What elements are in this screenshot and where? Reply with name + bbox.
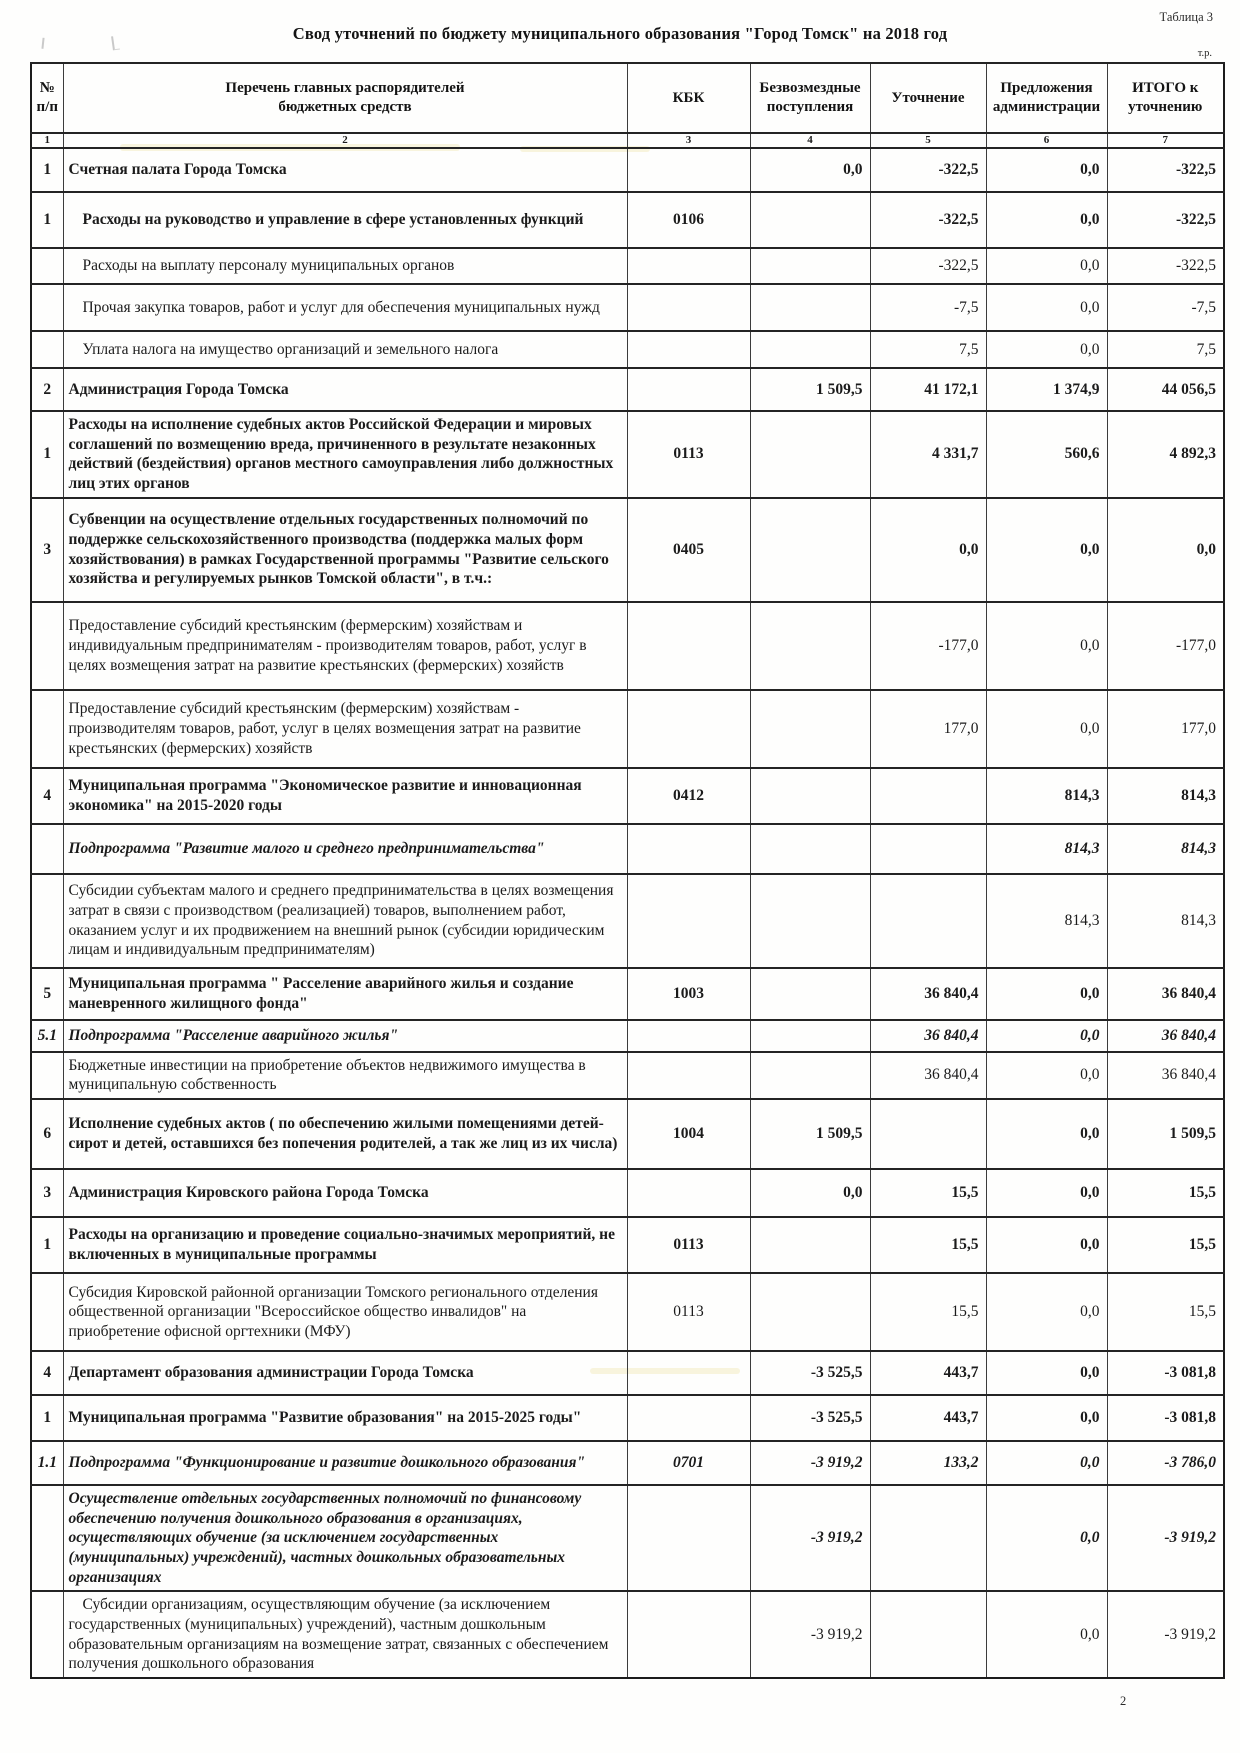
row-proposals-cell: 0,0 <box>986 968 1107 1020</box>
row-total-cell: 4 892,3 <box>1107 411 1224 498</box>
table-row <box>31 1395 1224 1441</box>
row-clarification-cell: -322,5 <box>870 248 986 284</box>
column-number: 7 <box>1107 133 1224 148</box>
row-gratuitous-cell: 1 509,5 <box>750 1099 870 1169</box>
row-total-cell: 15,5 <box>1107 1273 1224 1351</box>
table-row <box>31 498 1224 602</box>
row-gratuitous-cell <box>750 690 870 768</box>
row-gratuitous-cell <box>750 498 870 602</box>
column-number: 3 <box>627 133 750 148</box>
row-kbk-cell: 0405 <box>627 498 750 602</box>
table-row <box>31 248 1224 284</box>
row-number-cell: 5 <box>31 968 63 1020</box>
row-name-cell: Уплата налога на имущество организаций и земельного налога <box>63 331 627 368</box>
row-number-cell <box>31 1591 63 1678</box>
table-row <box>31 1099 1224 1169</box>
column-number: 2 <box>63 133 627 148</box>
row-kbk-cell: 0106 <box>627 192 750 248</box>
row-proposals-cell: 0,0 <box>986 1217 1107 1273</box>
table-row <box>31 331 1224 368</box>
column-number: 5 <box>870 133 986 148</box>
row-gratuitous-cell: 0,0 <box>750 148 870 192</box>
row-proposals-cell: 0,0 <box>986 498 1107 602</box>
row-number-cell: 5.1 <box>31 1020 63 1052</box>
row-kbk-cell <box>627 602 750 690</box>
table-row <box>31 1217 1224 1273</box>
row-total-cell: 36 840,4 <box>1107 968 1224 1020</box>
row-name-cell: Субвенции на осуществление отдельных государственных полномочий по поддержке сельскохозяйственного производства (поддержка малых форм хозяйствования) в рамках Государственной программы "Развитие сельского хозяйства и регулируемых рынков Томской области", в т.ч.: <box>63 498 627 602</box>
table-row <box>31 411 1224 498</box>
row-name-cell: Муниципальная программа "Развитие образования" на 2015-2025 годы" <box>63 1395 627 1441</box>
row-number-cell: 6 <box>31 1099 63 1169</box>
row-clarification-cell <box>870 1591 986 1678</box>
page-title: Свод уточнений по бюджету муниципального образования "Город Томск" на 2018 год <box>292 24 948 43</box>
row-kbk-cell <box>627 1169 750 1217</box>
row-gratuitous-cell <box>750 1020 870 1052</box>
row-clarification-cell: -322,5 <box>870 192 986 248</box>
row-kbk-cell <box>627 1485 750 1591</box>
row-name-cell: Подпрограмма "Функционирование и развитие дошкольного образования" <box>63 1441 627 1485</box>
col-header-clarification: Уточнение <box>870 63 986 133</box>
row-total-cell: -3 919,2 <box>1107 1591 1224 1678</box>
table-row <box>31 1273 1224 1351</box>
row-clarification-cell: 41 172,1 <box>870 368 986 411</box>
row-clarification-cell <box>870 824 986 874</box>
row-kbk-cell: 0113 <box>627 411 750 498</box>
row-proposals-cell: 0,0 <box>986 1441 1107 1485</box>
row-total-cell: 0,0 <box>1107 498 1224 602</box>
row-clarification-cell: 177,0 <box>870 690 986 768</box>
row-number-cell <box>31 248 63 284</box>
column-number: 6 <box>986 133 1107 148</box>
row-gratuitous-cell <box>750 1052 870 1099</box>
row-number-cell: 1 <box>31 1217 63 1273</box>
row-proposals-cell: 814,3 <box>986 874 1107 968</box>
row-kbk-cell <box>627 1052 750 1099</box>
header-row <box>31 63 1224 133</box>
row-kbk-cell <box>627 824 750 874</box>
row-gratuitous-cell <box>750 768 870 824</box>
row-name-cell: Предоставление субсидий крестьянским (фермерским) хозяйствам - производителям товаров, работ, услуг в целях возмещения затрат на развитие крестьянских (фермерских) хозяйств <box>63 690 627 768</box>
col-header-num: № п/п <box>31 63 63 133</box>
row-gratuitous-cell <box>750 192 870 248</box>
row-gratuitous-cell <box>750 1273 870 1351</box>
table-row <box>31 148 1224 192</box>
table-row <box>31 1351 1224 1395</box>
row-proposals-cell: 560,6 <box>986 411 1107 498</box>
row-gratuitous-cell <box>750 284 870 331</box>
row-clarification-cell: 15,5 <box>870 1169 986 1217</box>
row-total-cell: 814,3 <box>1107 824 1224 874</box>
row-gratuitous-cell: -3 525,5 <box>750 1351 870 1395</box>
row-number-cell <box>31 1273 63 1351</box>
row-gratuitous-cell: 0,0 <box>750 1169 870 1217</box>
table-row <box>31 690 1224 768</box>
row-proposals-cell: 0,0 <box>986 602 1107 690</box>
row-gratuitous-cell <box>750 411 870 498</box>
row-number-cell <box>31 284 63 331</box>
col-header-name: Перечень главных распорядителей бюджетных средств <box>63 63 627 133</box>
table-row <box>31 1441 1224 1485</box>
row-number-cell <box>31 1052 63 1099</box>
table-row <box>31 1169 1224 1217</box>
table-row <box>31 968 1224 1020</box>
row-number-cell: 1 <box>31 411 63 498</box>
row-kbk-cell <box>627 1395 750 1441</box>
row-name-cell: Расходы на руководство и управление в сфере установленных функций <box>63 192 627 248</box>
row-gratuitous-cell <box>750 968 870 1020</box>
row-proposals-cell: 0,0 <box>986 1020 1107 1052</box>
row-clarification-cell: 443,7 <box>870 1351 986 1395</box>
row-proposals-cell: 0,0 <box>986 1395 1107 1441</box>
row-clarification-cell: 36 840,4 <box>870 968 986 1020</box>
table-row <box>31 1052 1224 1099</box>
row-total-cell: -322,5 <box>1107 248 1224 284</box>
row-name-cell: Расходы на организацию и проведение социально-значимых мероприятий, не включенных в муниципальные программы <box>63 1217 627 1273</box>
row-total-cell: -3 081,8 <box>1107 1395 1224 1441</box>
row-number-cell <box>31 874 63 968</box>
budget-adjustments-table <box>30 62 1225 1679</box>
column-number: 1 <box>31 133 63 148</box>
row-name-cell: Субсидия Кировской районной организации Томского регионального отделения общественной организации "Всероссийское общество инвалидов" на приобретение офисной оргтехники (МФУ) <box>63 1273 627 1351</box>
row-kbk-cell <box>627 248 750 284</box>
row-clarification-cell: -322,5 <box>870 148 986 192</box>
row-total-cell: -177,0 <box>1107 602 1224 690</box>
row-total-cell: -322,5 <box>1107 148 1224 192</box>
row-name-cell: Субсидии организациям, осуществляющим обучение (за исключением государственных (муниципальных) учреждений), частным дошкольным образовательным организациям на возмещение затрат, связанных с обеспечением получения дошкольного образования <box>63 1591 627 1678</box>
row-gratuitous-cell: -3 919,2 <box>750 1441 870 1485</box>
row-total-cell: 7,5 <box>1107 331 1224 368</box>
table-row <box>31 1591 1224 1678</box>
row-clarification-cell: 15,5 <box>870 1217 986 1273</box>
row-kbk-cell: 0412 <box>627 768 750 824</box>
row-name-cell: Предоставление субсидий крестьянским (фермерским) хозяйствам и индивидуальным предпринимателям - производителям товаров, работ, услуг в целях возмещения затрат на развитие крестьянских (фермерских) хозяйств <box>63 602 627 690</box>
row-name-cell: Расходы на выплату персоналу муниципальных органов <box>63 248 627 284</box>
row-number-cell: 3 <box>31 1169 63 1217</box>
row-number-cell <box>31 331 63 368</box>
row-number-cell: 4 <box>31 768 63 824</box>
row-kbk-cell <box>627 1591 750 1678</box>
row-gratuitous-cell: -3 525,5 <box>750 1395 870 1441</box>
row-name-cell: Администрация Кировского района Города Томска <box>63 1169 627 1217</box>
row-gratuitous-cell <box>750 1217 870 1273</box>
row-name-cell: Прочая закупка товаров, работ и услуг для обеспечения муниципальных нужд <box>63 284 627 331</box>
row-kbk-cell <box>627 1020 750 1052</box>
row-clarification-cell: 36 840,4 <box>870 1020 986 1052</box>
row-number-cell: 1 <box>31 192 63 248</box>
row-proposals-cell: 0,0 <box>986 248 1107 284</box>
page-number: 2 <box>1120 1694 1127 1708</box>
row-name-cell: Субсидии субъектам малого и среднего предпринимательства в целях возмещения затрат в связи с производством (реализацией) товаров, выполнением работ, оказанием услуг и их продвижением на внешний рынок (субсидии юридическим лицам и индивидуальным предпринимателям) <box>63 874 627 968</box>
row-total-cell: 15,5 <box>1107 1217 1224 1273</box>
row-total-cell: -7,5 <box>1107 284 1224 331</box>
col-header-total: ИТОГО к уточнению <box>1107 63 1224 133</box>
row-total-cell: 36 840,4 <box>1107 1052 1224 1099</box>
row-gratuitous-cell: 1 509,5 <box>750 368 870 411</box>
row-total-cell: 44 056,5 <box>1107 368 1224 411</box>
row-total-cell: 15,5 <box>1107 1169 1224 1217</box>
row-number-cell: 2 <box>31 368 63 411</box>
col-header-proposals: Предложения администрации <box>986 63 1107 133</box>
row-kbk-cell: 0113 <box>627 1217 750 1273</box>
column-number: 4 <box>750 133 870 148</box>
row-kbk-cell <box>627 690 750 768</box>
row-clarification-cell: 443,7 <box>870 1395 986 1441</box>
table-row <box>31 824 1224 874</box>
table-row <box>31 602 1224 690</box>
row-clarification-cell: -7,5 <box>870 284 986 331</box>
row-clarification-cell <box>870 874 986 968</box>
row-proposals-cell: 0,0 <box>986 284 1107 331</box>
table-row <box>31 1485 1224 1591</box>
row-gratuitous-cell: -3 919,2 <box>750 1485 870 1591</box>
row-total-cell: 36 840,4 <box>1107 1020 1224 1052</box>
row-proposals-cell: 0,0 <box>986 690 1107 768</box>
row-clarification-cell <box>870 1485 986 1591</box>
row-gratuitous-cell <box>750 331 870 368</box>
table-row <box>31 1020 1224 1052</box>
row-name-cell: Муниципальная программа " Расселение аварийного жилья и создание маневренного жилищного фонда" <box>63 968 627 1020</box>
row-proposals-cell: 0,0 <box>986 1052 1107 1099</box>
row-number-cell <box>31 602 63 690</box>
row-proposals-cell: 0,0 <box>986 1273 1107 1351</box>
row-name-cell: Счетная палата Города Томска <box>63 148 627 192</box>
row-number-cell: 3 <box>31 498 63 602</box>
row-kbk-cell <box>627 148 750 192</box>
row-clarification-cell: 133,2 <box>870 1441 986 1485</box>
row-clarification-cell <box>870 768 986 824</box>
row-name-cell: Муниципальная программа "Экономическое развитие и инновационная экономика" на 2015-2020 годы <box>63 768 627 824</box>
scan-artifact <box>41 38 48 50</box>
row-gratuitous-cell <box>750 824 870 874</box>
row-name-cell: Осуществление отдельных государственных полномочий по финансовому обеспечению получения дошкольного образования в организациях, осуществляющих обучение (за исключением государственных (муниципальных) учреждений), частных дошкольных образовательных организациях <box>63 1485 627 1591</box>
row-kbk-cell <box>627 331 750 368</box>
row-number-cell: 4 <box>31 1351 63 1395</box>
row-total-cell: -3 919,2 <box>1107 1485 1224 1591</box>
row-proposals-cell: 0,0 <box>986 1099 1107 1169</box>
row-total-cell: -322,5 <box>1107 192 1224 248</box>
column-numbering-row <box>31 133 1224 148</box>
row-kbk-cell <box>627 368 750 411</box>
row-proposals-cell: 814,3 <box>986 824 1107 874</box>
row-number-cell: 1.1 <box>31 1441 63 1485</box>
row-clarification-cell: 36 840,4 <box>870 1052 986 1099</box>
row-name-cell: Бюджетные инвестиции на приобретение объектов недвижимого имущества в муниципальную собственность <box>63 1052 627 1099</box>
table-number-label: Таблица 3 <box>1159 10 1213 24</box>
row-clarification-cell: 7,5 <box>870 331 986 368</box>
row-clarification-cell <box>870 1099 986 1169</box>
row-name-cell: Исполнение судебных актов ( по обеспечению жилыми помещениями детей-сирот и детей, оставшихся без попечения родителей, а так же лиц из их числа) <box>63 1099 627 1169</box>
row-total-cell: 814,3 <box>1107 874 1224 968</box>
row-clarification-cell: -177,0 <box>870 602 986 690</box>
row-number-cell <box>31 1485 63 1591</box>
row-number-cell: 1 <box>31 148 63 192</box>
row-name-cell: Департамент образования администрации Города Томска <box>63 1351 627 1395</box>
row-clarification-cell: 0,0 <box>870 498 986 602</box>
units-note: т.р. <box>1197 48 1212 59</box>
row-proposals-cell: 0,0 <box>986 148 1107 192</box>
row-total-cell: 1 509,5 <box>1107 1099 1224 1169</box>
row-kbk-cell: 0701 <box>627 1441 750 1485</box>
row-name-cell: Расходы на исполнение судебных актов Российской Федерации и мировых соглашений по возмещению вреда, причиненного в результате незаконных действий (бездействия) органов местного самоуправления либо должностных лиц этих органов <box>63 411 627 498</box>
row-proposals-cell: 814,3 <box>986 768 1107 824</box>
row-total-cell: 177,0 <box>1107 690 1224 768</box>
row-clarification-cell: 15,5 <box>870 1273 986 1351</box>
row-clarification-cell: 4 331,7 <box>870 411 986 498</box>
row-proposals-cell: 1 374,9 <box>986 368 1107 411</box>
row-number-cell <box>31 690 63 768</box>
table-row <box>31 768 1224 824</box>
row-kbk-cell: 0113 <box>627 1273 750 1351</box>
row-name-cell: Подпрограмма "Расселение аварийного жилья" <box>63 1020 627 1052</box>
row-gratuitous-cell: -3 919,2 <box>750 1591 870 1678</box>
row-kbk-cell <box>627 284 750 331</box>
row-proposals-cell: 0,0 <box>986 192 1107 248</box>
row-gratuitous-cell <box>750 874 870 968</box>
table-row <box>31 368 1224 411</box>
row-proposals-cell: 0,0 <box>986 1591 1107 1678</box>
row-gratuitous-cell <box>750 602 870 690</box>
row-name-cell: Подпрограмма "Развитие малого и среднего предпринимательства" <box>63 824 627 874</box>
row-proposals-cell: 0,0 <box>986 1485 1107 1591</box>
row-total-cell: -3 081,8 <box>1107 1351 1224 1395</box>
table-row <box>31 284 1224 331</box>
row-kbk-cell: 1003 <box>627 968 750 1020</box>
row-number-cell <box>31 824 63 874</box>
row-kbk-cell: 1004 <box>627 1099 750 1169</box>
row-kbk-cell <box>627 1351 750 1395</box>
table-row <box>31 874 1224 968</box>
col-header-gratuitous: Безвозмездные поступления <box>750 63 870 133</box>
table-row <box>31 192 1224 248</box>
row-name-cell: Администрация Города Томска <box>63 368 627 411</box>
row-proposals-cell: 0,0 <box>986 1169 1107 1217</box>
row-kbk-cell <box>627 874 750 968</box>
row-total-cell: -3 786,0 <box>1107 1441 1224 1485</box>
row-total-cell: 814,3 <box>1107 768 1224 824</box>
row-number-cell: 1 <box>31 1395 63 1441</box>
row-proposals-cell: 0,0 <box>986 1351 1107 1395</box>
row-gratuitous-cell <box>750 248 870 284</box>
row-proposals-cell: 0,0 <box>986 331 1107 368</box>
col-header-kbk: КБК <box>627 63 750 133</box>
